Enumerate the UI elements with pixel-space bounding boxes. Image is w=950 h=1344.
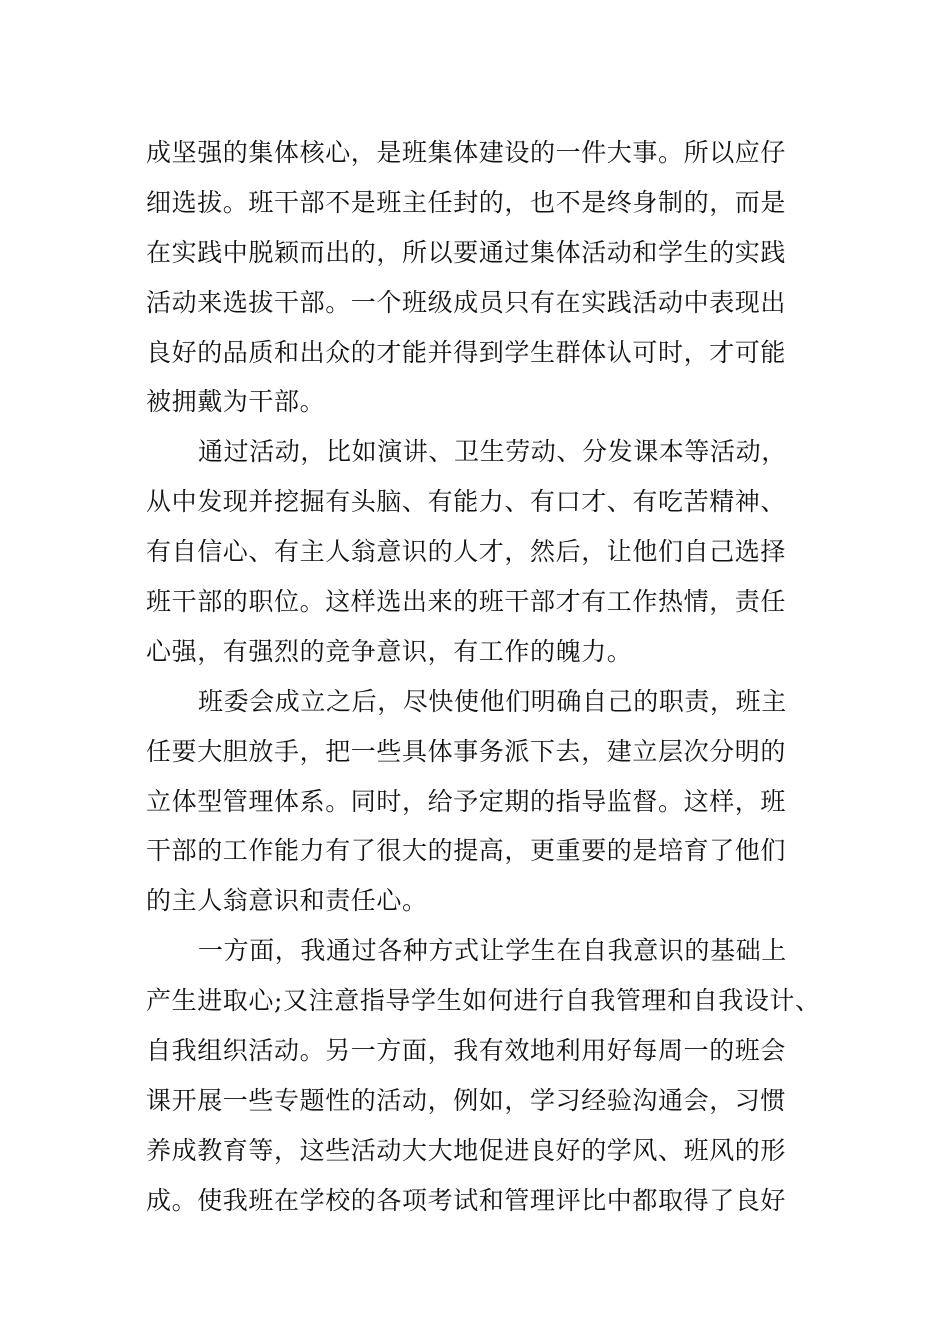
text-line: 有自信心、有主人翁意识的人才，然后，让他们自己选择 xyxy=(146,537,787,567)
text-line: 产生进取心;又注意指导学生如何进行自我管理和自我设计、 xyxy=(146,986,821,1016)
text-line: 任要大胆放手，把一些具体事务派下去，建立层次分明的 xyxy=(146,736,787,766)
text-line: 在实践中脱颖而出的，所以要通过集体活动和学生的实践 xyxy=(146,237,787,267)
paragraph-first-line: 班委会成立之后，尽快使他们明确自己的职责，班主 xyxy=(198,686,787,716)
text-line: 的主人翁意识和责任心。 xyxy=(146,886,428,916)
document-body xyxy=(146,128,821,1226)
text-line: 课开展一些专题性的活动，例如，学习经验沟通会，习惯 xyxy=(146,1085,787,1115)
text-line: 干部的工作能力有了很大的提高，更重要的是培育了他们 xyxy=(146,836,787,866)
text-line: 良好的品质和出众的才能并得到学生群体认可时，才可能 xyxy=(146,337,787,367)
text-line: 心强，有强烈的竞争意识，有工作的魄力。 xyxy=(146,636,633,666)
text-line: 成。使我班在学校的各项考试和管理评比中都取得了良好 xyxy=(146,1185,787,1215)
text-line: 班干部的职位。这样选出来的班干部才有工作热情，责任 xyxy=(146,587,787,617)
text-line: 养成教育等，这些活动大大地促进良好的学风、班风的形 xyxy=(146,1135,787,1165)
text-line: 自我组织活动。另一方面，我有效地利用好每周一的班会 xyxy=(146,1036,787,1066)
text-line: 细选拔。班干部不是班主任封的，也不是终身制的，而是 xyxy=(146,187,787,217)
text-line: 立体型管理体系。同时，给予定期的指导监督。这样，班 xyxy=(146,786,787,816)
text-line: 成坚强的集体核心，是班集体建设的一件大事。所以应仔 xyxy=(146,138,787,167)
text-line: 活动来选拔干部。一个班级成员只有在实践活动中表现出 xyxy=(146,287,787,317)
text-line: 从中发现并挖掘有头脑、有能力、有口才、有吃苦精神、 xyxy=(146,487,787,517)
paragraph-first-line: 一方面，我通过各种方式让学生在自我意识的基础上 xyxy=(198,936,787,966)
paragraph-first-line: 通过活动，比如演讲、卫生劳动、分发课本等活动， xyxy=(198,437,787,467)
text-line: 被拥戴为干部。 xyxy=(146,387,326,417)
